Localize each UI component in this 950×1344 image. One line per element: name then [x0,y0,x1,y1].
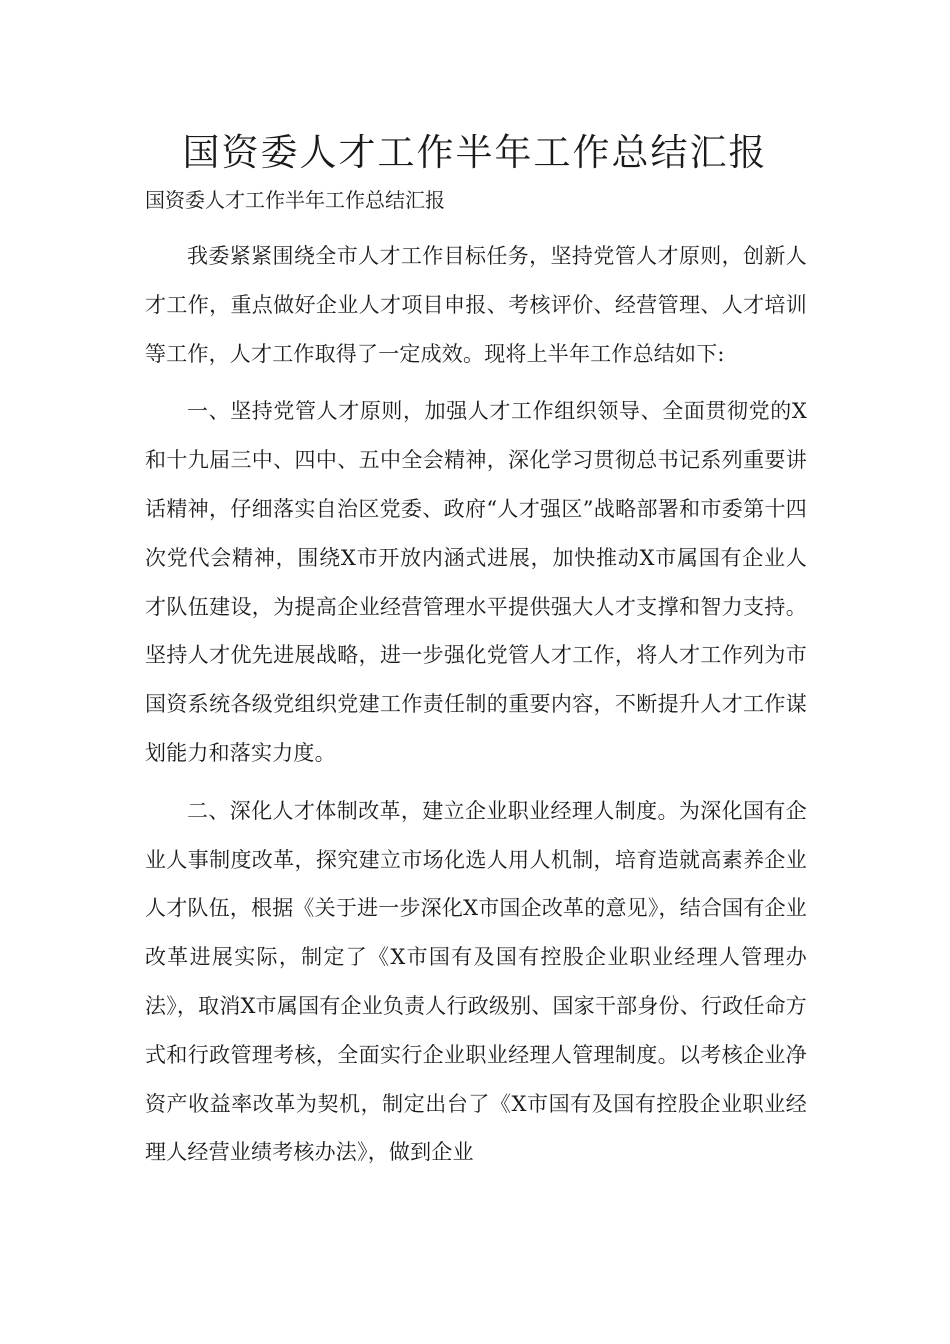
paragraph-intro: 我委紧紧围绕全市人才工作目标任务，坚持党管人才原则，创新人才工作，重点做好企业人才项目申报、考核评价、经营管理、人才培训等工作，人才工作取得了一定成效。现将上半年工作总结如下: [145,244,807,366]
document-title: 国资委人才工作半年工作总结汇报 [182,131,768,174]
document-body [145,232,807,1186]
paragraph-section-one: 一、坚持党管人才原则，加强人才工作组织领导、全面贯彻党的X和十九届三中、四中、五中全会精神，深化学习贯彻总书记系列重要讲话精神，仔细落实自治区党委、政府“人才强区”战略部署和市委第十四次党代会精神，围绕X市开放内涵式进展，加快推动X市属国有企业人才队伍建设，为提高企业经营管理水平提供强大人才支撑和智力支持。坚持人才优先进展战略，进一步强化党管人才工作，将人才工作列为市国资系统各级党组织党建工作责任制的重要内容，不断提升人才工作谋划能力和落实力度。 [145,399,807,765]
paragraph-section-two: 二、深化人才体制改革，建立企业职业经理人制度。为深化国有企业人事制度改革，探究建立市场化选人用人机制，培育造就高素养企业人才队伍，根据《关于进一步深化X市国企改革的意见》，结合国有企业改革进展实际，制定了《X市国有及国有控股企业职业经理人管理办法》，取消X市属国有企业负责人行政级别、国家干部身份、行政任命方式和行政管理考核，全面实行企业职业经理人管理制度。以考核企业净资产收益率改革为契机，制定出台了《X市国有及国有控股企业职业经理人经营业绩考核办法》，做到企业 [145,798,807,1165]
document-subtitle: 国资委人才工作半年工作总结汇报 [145,188,445,212]
